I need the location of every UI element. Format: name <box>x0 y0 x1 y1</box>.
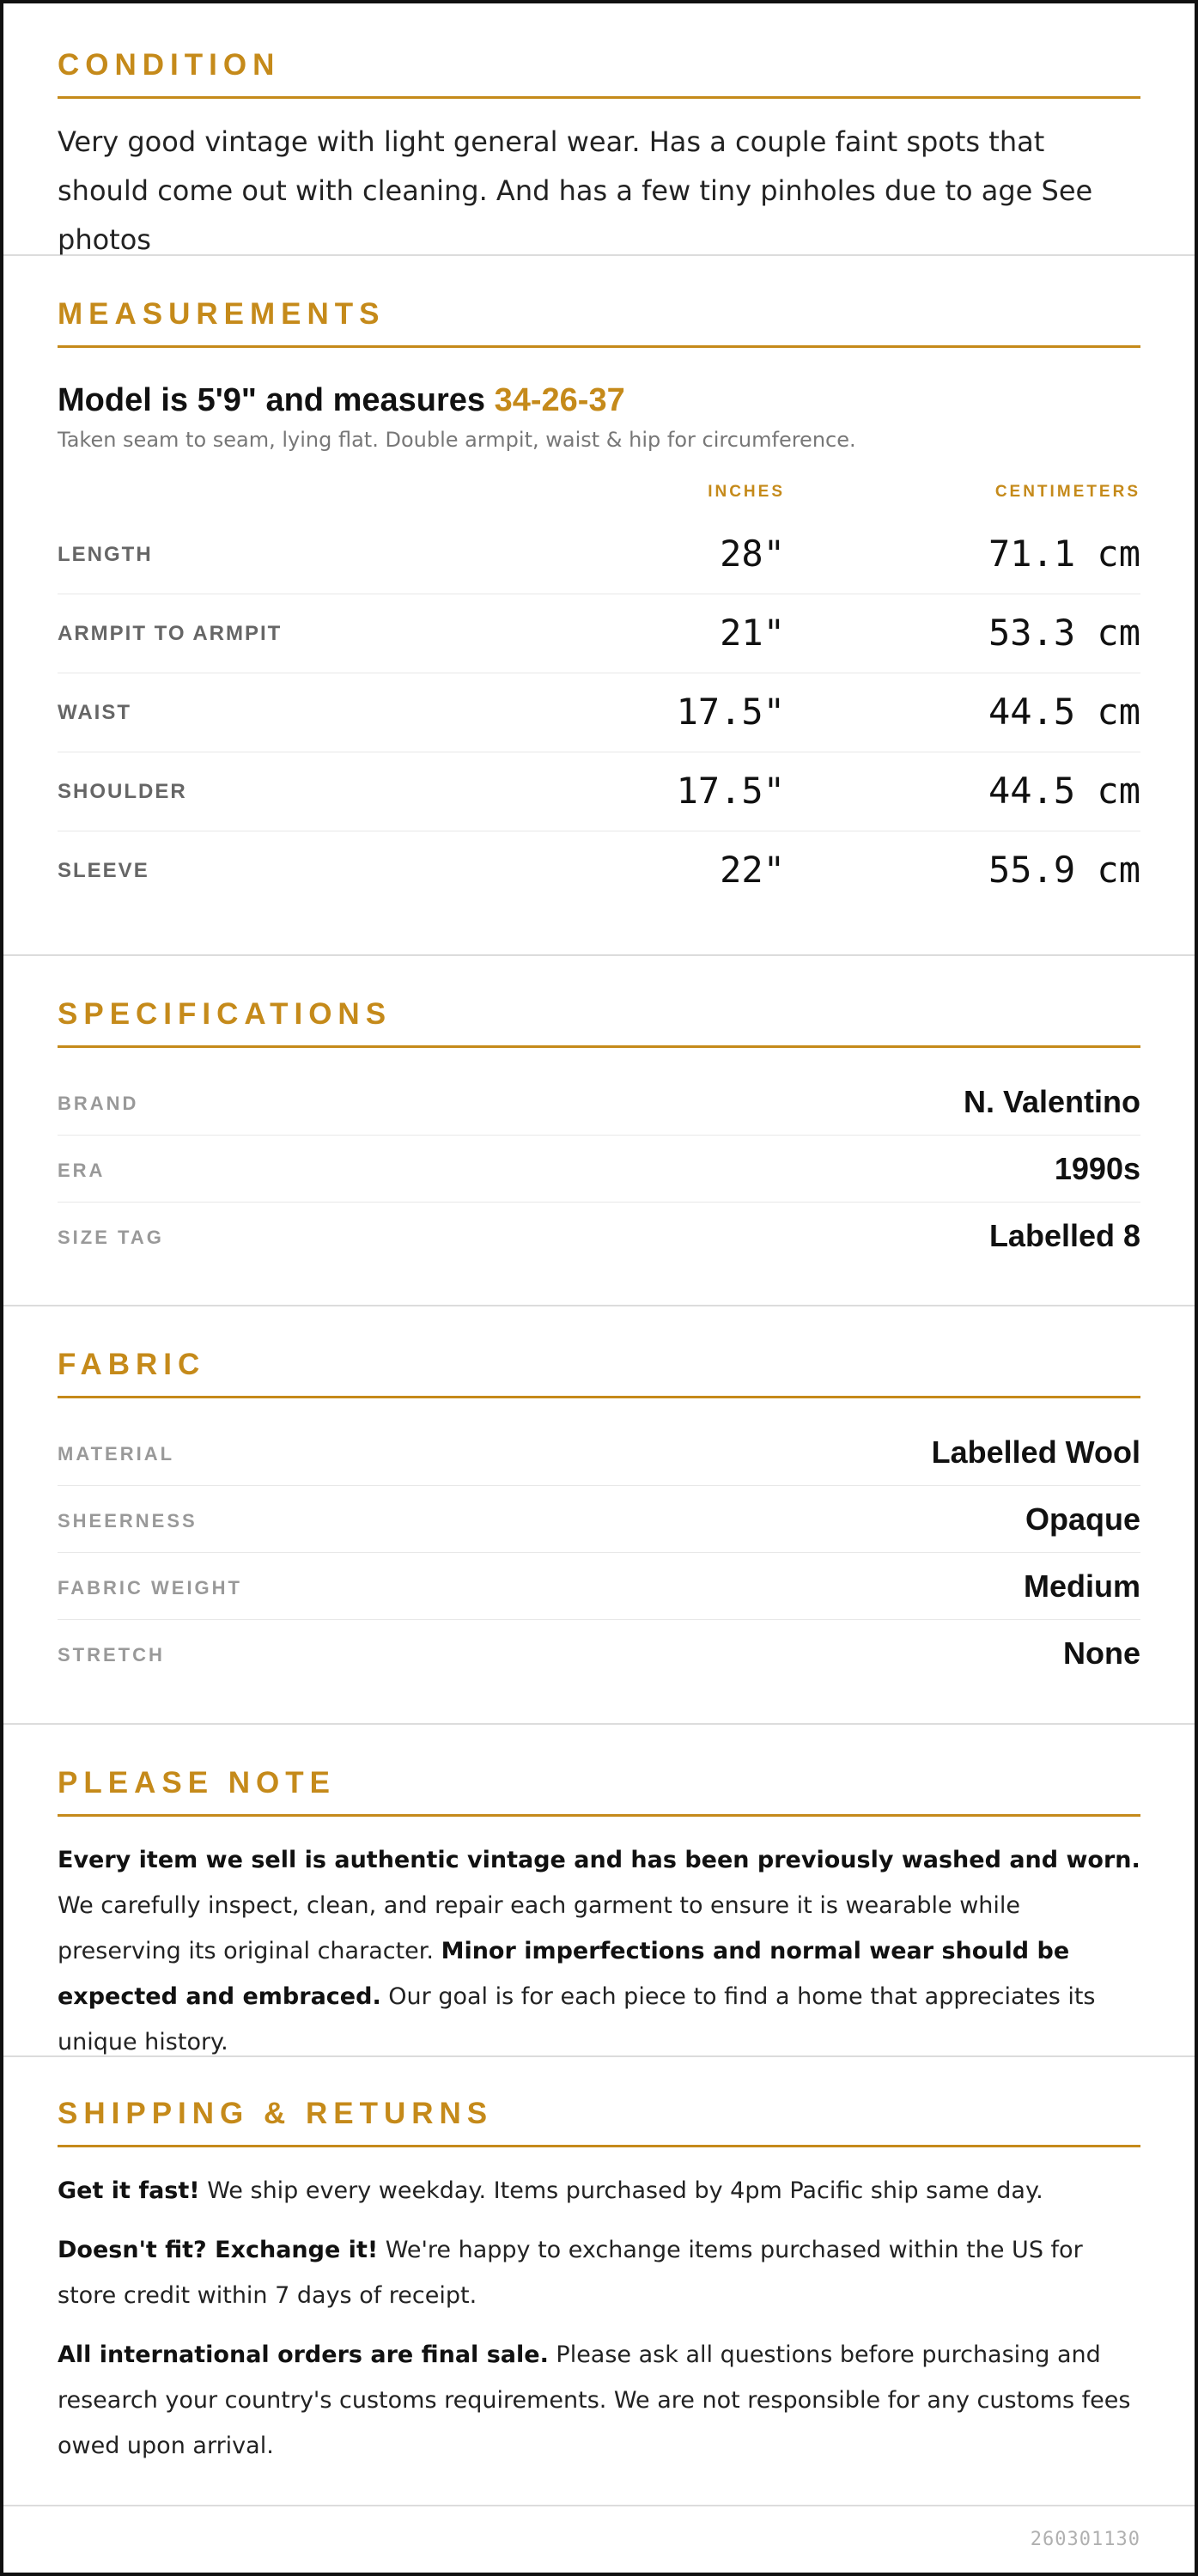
measurement-cm: 71.1 cm <box>988 533 1140 575</box>
measurement-label: LENGTH <box>58 543 153 566</box>
condition-text: Very good vintage with light general wear. Has a couple faint spots that should come out with cleaning. And has a few tiny pinholes due to age See photos <box>58 125 1093 256</box>
measurement-table <box>58 515 1140 910</box>
exchange-text: We're happy to exchange items purchased within the US for store credit within 7 days of receipt. <box>58 2237 1083 2309</box>
measurement-note: Taken seam to seam, lying flat. Double armpit, waist & hip for circumference. <box>58 428 856 452</box>
note-text-1: We carefully inspect, clean, and repair each garment to ensure it is wearable while preserving its original character. <box>58 1892 1021 1964</box>
shipping-text: We ship every weekday. Items purchased by 4pm Pacific ship same day. <box>199 2177 1043 2204</box>
spec-key: ERA <box>58 1160 106 1181</box>
fabric-value: Labelled Wool <box>931 1434 1140 1470</box>
note-text-2: Our goal is for each piece to find a home that appreciates its unique history. <box>58 1983 1096 2055</box>
measurement-label: ARMPIT TO ARMPIT <box>58 622 283 645</box>
fabric-value: Opaque <box>1025 1501 1140 1537</box>
spec-row-era <box>58 1136 1140 1203</box>
measurement-row-sleeve <box>58 831 1140 910</box>
international-text: Please ask all questions before purchasing and research your country's customs requirements. We are not responsible for any customs fees owed upon arrival. <box>58 2342 1131 2459</box>
inches-column-header: INCHES <box>708 483 785 501</box>
measurement-header <box>58 471 1140 515</box>
product-code: 260301130 <box>1030 2529 1140 2550</box>
fabric-value: None <box>1063 1635 1140 1671</box>
fabric-row-weight <box>58 1553 1140 1620</box>
fabric-row-stretch <box>58 1620 1140 1687</box>
condition-section <box>3 3 1195 256</box>
specifications-section <box>3 956 1195 1306</box>
model-measures: 34-26-37 <box>494 382 625 418</box>
fabric-row-material <box>58 1419 1140 1486</box>
measurement-inches: 17.5" <box>676 770 785 812</box>
model-info <box>58 382 1140 419</box>
please-note-section <box>3 1725 1195 2057</box>
fabric-value: Medium <box>1023 1568 1140 1604</box>
shipping-paragraph <box>58 2168 1140 2214</box>
measurement-label: SHOULDER <box>58 780 187 803</box>
please-note-text <box>58 1837 1140 2065</box>
measurement-inches: 22" <box>720 849 785 891</box>
spec-row-size-tag <box>58 1203 1140 1270</box>
fabric-key: SHEERNESS <box>58 1510 198 1532</box>
measurement-inches: 28" <box>720 533 785 575</box>
measurements-section <box>3 256 1195 956</box>
fabric-key: FABRIC WEIGHT <box>58 1577 242 1599</box>
fabric-key: STRETCH <box>58 1644 165 1666</box>
measurement-row-armpit <box>58 594 1140 673</box>
shipping-bold: Get it fast! <box>58 2177 200 2204</box>
spec-value: Labelled 8 <box>988 1218 1140 1253</box>
measurement-inches: 17.5" <box>676 691 785 733</box>
measurement-cm: 55.9 cm <box>988 849 1140 891</box>
shipping-section <box>3 2057 1195 2506</box>
fabric-list <box>58 1419 1140 1687</box>
exchange-bold: Doesn't fit? Exchange it! <box>58 2237 379 2263</box>
international-paragraph <box>58 2332 1140 2469</box>
measurement-cm: 44.5 cm <box>988 770 1140 812</box>
spec-row-brand <box>58 1069 1140 1136</box>
measurement-row-shoulder <box>58 752 1140 831</box>
fabric-key: MATERIAL <box>58 1443 175 1465</box>
measurement-label: WAIST <box>58 701 131 724</box>
note-bold-1: Every item we sell is authentic vintage and has been previously washed and worn. <box>58 1847 1140 1873</box>
please-note-title: PLEASE NOTE <box>58 1766 1140 1817</box>
fabric-row-sheerness <box>58 1486 1140 1553</box>
centimeters-column-header: CENTIMETERS <box>994 483 1140 501</box>
note-bold-2: Minor imperfections and normal wear should be expected and embraced. <box>58 1938 1070 2010</box>
measurement-cm: 44.5 cm <box>988 691 1140 733</box>
spec-value: N. Valentino <box>963 1084 1140 1119</box>
condition-title: CONDITION <box>58 48 1140 99</box>
fabric-section <box>3 1306 1195 1725</box>
spec-key: BRAND <box>58 1093 139 1114</box>
specifications-list <box>58 1069 1140 1270</box>
model-prefix: Model is 5'9" and measures <box>58 382 495 418</box>
spec-key: SIZE TAG <box>58 1227 164 1248</box>
exchange-paragraph <box>58 2227 1140 2318</box>
fabric-title: FABRIC <box>58 1348 1140 1398</box>
measurement-cm: 53.3 cm <box>988 612 1140 654</box>
specifications-title: SPECIFICATIONS <box>58 997 1140 1048</box>
shipping-title: SHIPPING & RETURNS <box>58 2097 1140 2147</box>
measurement-row-waist <box>58 673 1140 752</box>
measurement-label: SLEEVE <box>58 859 149 882</box>
measurement-inches: 21" <box>720 612 785 654</box>
spec-value: 1990s <box>1054 1151 1140 1186</box>
measurement-row-length <box>58 515 1140 594</box>
international-bold: All international orders are final sale. <box>58 2342 549 2368</box>
measurements-title: MEASUREMENTS <box>58 297 1140 348</box>
